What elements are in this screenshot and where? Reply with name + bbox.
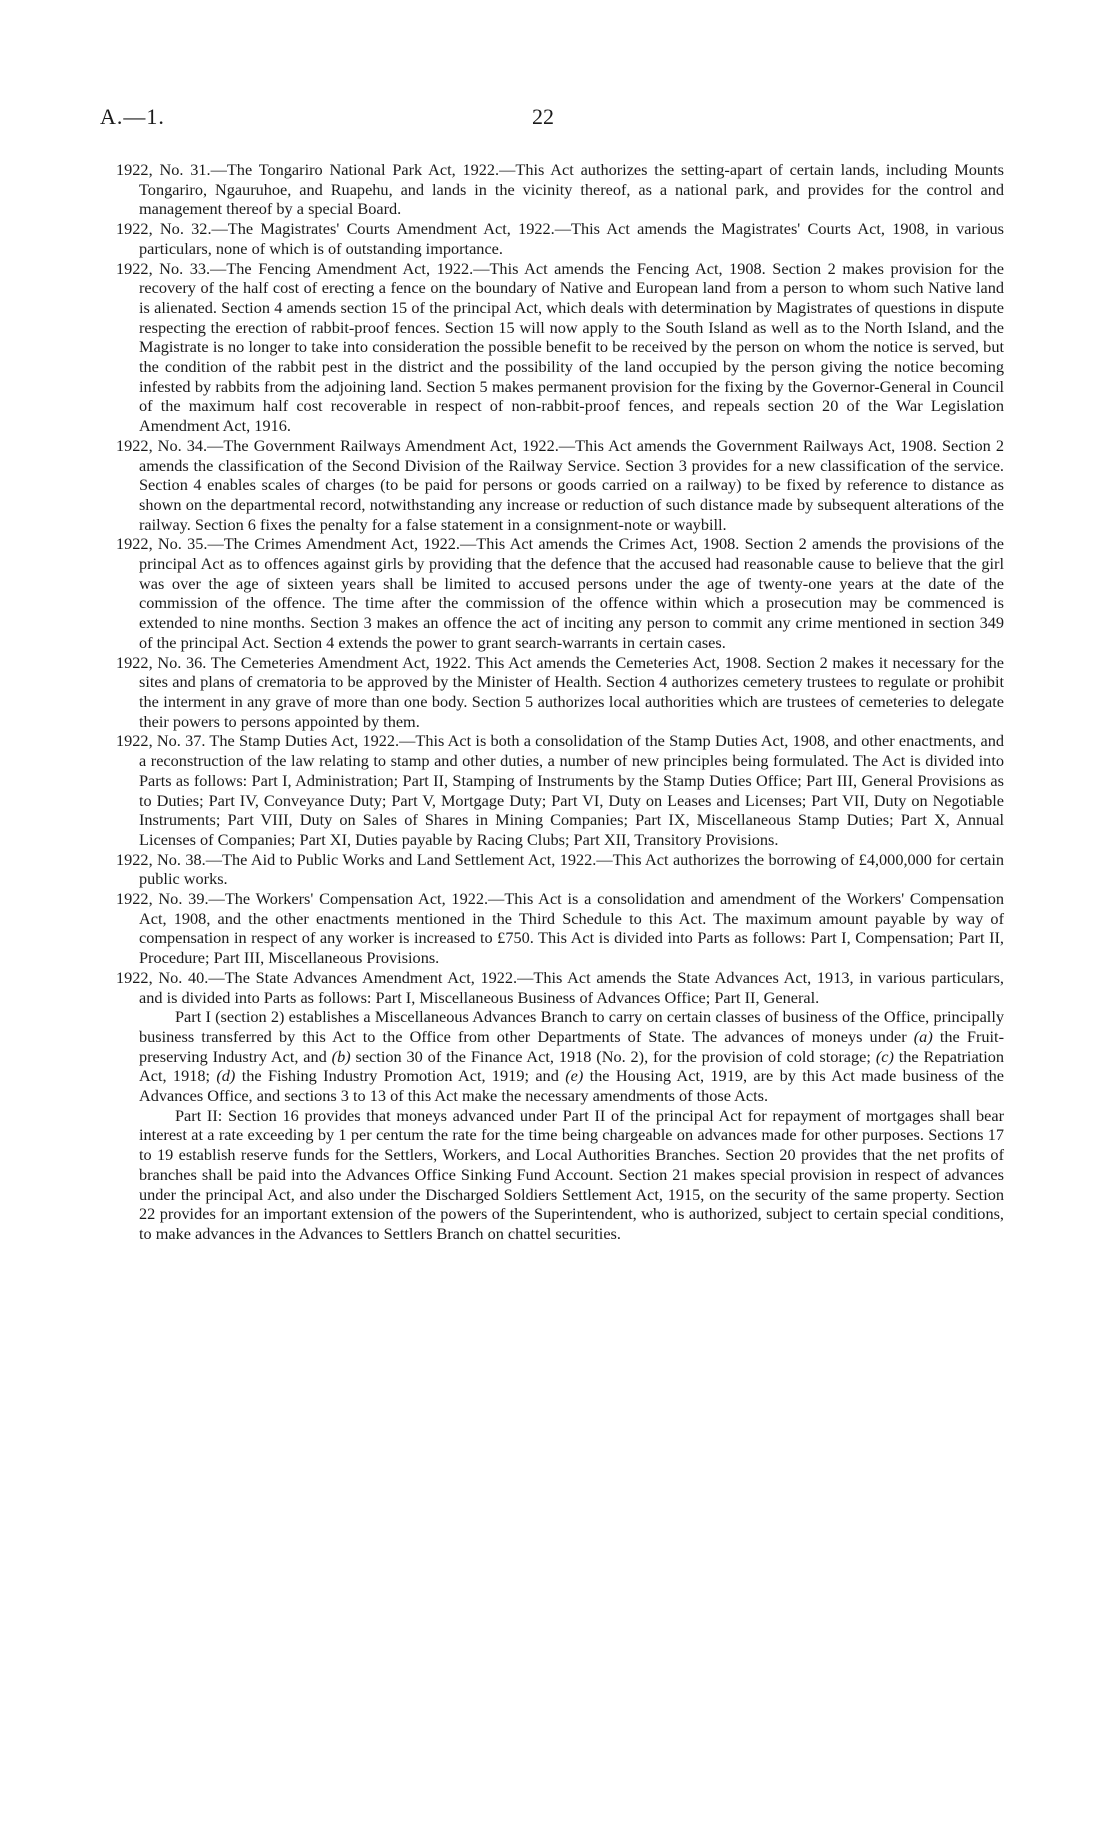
item-marker-b: (b) (331, 1046, 351, 1066)
act-entry-no-37: 1922, No. 37. The Stamp Duties Act, 1922.—This Act is both a consolidation of the Stamp Duties Act, 1908, and other enactments, and a reconstruction of the law relating to stamp and other duties, a number of new principles being formulated. The Act is divided into Parts as follows: Part I, Administration; Part II, Stamping of Instruments by the Stamp Duties Office; Part III, General Provisions as to Duties; Part IV, Conveyance Duty; Part V, Mortgage Duty; Part VI, Duty on Leases and Licenses; Part VII, Duty on Negotiable Instruments; Part VIII, Duty on Sales of Shares in Mining Companies; Part IX, Miscellaneous Stamp Duties; Part X, Annual Licenses of Companies; Part XI, Duties payable by Racing Clubs; Part XII, Transitory Provisions. (116, 731, 1004, 849)
part-one-text-d: the Repatriation Act, 1918; (139, 1046, 1005, 1086)
document-body (116, 160, 1004, 1244)
page-header (100, 104, 1014, 134)
part-one-paragraph (116, 1007, 1004, 1106)
part-two-paragraph: Part II: Section 16 provides that moneys advanced under Part II of the principal Act for repayment of mortgages shall bear interest at a rate exceeding by 1 per centum the rate for the time being chargeable on advances made for other purposes. Sections 17 to 19 establish reserve funds for the Settlers, Workers, and Local Authorities Branches. Section 20 provides that the net profits of branches shall be paid into the Advances Office Sinking Fund Account. Section 21 makes special provision in respect of advances under the principal Act, and also under the Discharged Soldiers Settlement Act, 1915, on the security of the same property. Section 22 provides for an important extension of the powers of the Superintendent, who is authorized, subject to certain special conditions, to make advances in the Advances to Settlers Branch on chattel securities. (139, 1105, 1004, 1243)
act-entry-no-39: 1922, No. 39.—The Workers' Compensation Act, 1922.—This Act is a consolidation and amendment of the Workers' Compensation Act, 1908, and the other enactments mentioned in the Third Schedule to this Act. The maximum amount payable by way of compensation in respect of any worker is increased to £750. This Act is divided into Parts as follows: Part I, Compensation; Part II, Procedure; Part III, Miscellaneous Provisions. (116, 889, 1004, 968)
part-one-text-a: Part I (section 2) establishes a Miscellaneous Advances Branch to carry on certain classes of business of the Office, principally business transferred by this Act to the Office from other Departments of State. The advances of moneys under (139, 1007, 1004, 1046)
page-number: 22 (532, 104, 554, 129)
act-entry-no-38: 1922, No. 38.—The Aid to Public Works and Land Settlement Act, 1922.—This Act authorizes the borrowing of £4,000,000 for certain public works. (116, 849, 1004, 889)
act-entry-no-34: 1922, No. 34.—The Government Railways Amendment Act, 1922.—This Act amends the Government Railways Act, 1908. Section 2 amends the classification of the Second Division of the Railway Service. Section 3 provides for a new classification of the service. Section 4 enables scales of charges (to be paid for persons or goods carried on a railway) to be fixed by reference to distance as shown on the departmental record, notwithstanding any increase or reduction of such distance made by subsequent alterations of the railway. Section 6 fixes the penalty for a false statement in a consignment-note or waybill. (116, 435, 1004, 534)
act-entry-no-36: 1922, No. 36. The Cemeteries Amendment Act, 1922. This Act amends the Cemeteries Act, 1908. Section 2 makes it necessary for the sites and plans of crematoria to be approved by the Minister of Health. Section 4 authorizes cemetery trustees to regulate or prohibit the interment in any grave of more than one body. Section 5 authorizes local authorities which are trustees of cemeteries to delegate their powers to persons appointed by them. (116, 652, 1004, 731)
part-one-text-b: the Fruit-preserving Industry Act, and (139, 1026, 1004, 1066)
act-entry-no-31: 1922, No. 31.—The Tongariro National Park Act, 1922.—This Act authorizes the setting-apart of certain lands, including Mounts Tongariro, Ngauruhoe, and Ruapehu, and lands in the vicinity thereof, as a national park, and provides for the control and management thereof by a special Board. (116, 160, 1004, 219)
act-entry-no-33: 1922, No. 33.—The Fencing Amendment Act, 1922.—This Act amends the Fencing Act, 1908. Section 2 makes provision for the recovery of the half cost of erecting a fence on the boundary of Native and European land from a person to whom such Native land is alienated. Section 4 amends section 15 of the principal Act, which deals with determination by Magistrates of questions in dispute respecting the erection of rabbit-proof fences. Section 15 will now apply to the South Island as well as to the North Island, and the Magistrate is no longer to take into consideration the possible benefit to be received by the person on whom the notice is served, but the condition of the rabbit pest in the district and the possibility of the land occupied by the person giving the notice becoming infested by rabbits from the adjoining land. Section 5 makes permanent provision for the fixing by the Governor-General in Council of the maximum half cost recoverable in respect of non-rabbit-proof fences, and repeals section 20 of the War Legislation Amendment Act, 1916. (116, 258, 1004, 436)
item-marker-d: (d) (216, 1066, 236, 1086)
part-one-text-c: section 30 of the Finance Act, 1918 (No. 2), for the provision of cold storage; (350, 1046, 876, 1066)
act-entry-no-35: 1922, No. 35.—The Crimes Amendment Act, 1922.—This Act amends the Crimes Act, 1908. Section 2 amends the provisions of the principal Act as to offences against girls by providing that the defence that the accused had reasonable cause to believe that the girl was over the age of sixteen years shall be limited to accused persons under the age of twenty-one years at the date of the commission of the offence. The time after the commission of the offence within which a prosecution may be commenced is extended to nine months. Section 3 makes an offence the act of inciting any person to commit any crime mentioned in section 349 of the principal Act. Section 4 extends the power to grant search-warrants in certain cases. (116, 534, 1004, 652)
item-marker-e: (e) (565, 1066, 584, 1086)
document-reference: A.—1. (100, 104, 165, 129)
part-one-text-f: the Housing Act, 1919, are by this Act made business of the Advances Office, and sections 3 to 13 of this Act make the necessary amendments of those Acts. (139, 1066, 1005, 1106)
act-entry-no-40: 1922, No. 40.—The State Advances Amendment Act, 1922.—This Act amends the State Advances Act, 1913, in various particulars, and is divided into Parts as follows: Part I, Miscellaneous Business of Advances Office; Part II, General. (116, 967, 1004, 1007)
act-entry-no-32: 1922, No. 32.—The Magistrates' Courts Amendment Act, 1922.—This Act amends the Magistrates' Courts Act, 1908, in various particulars, none of which is of outstanding importance. (116, 219, 1004, 258)
item-marker-c: (c) (875, 1046, 894, 1066)
item-marker-a: (a) (913, 1026, 933, 1046)
part-one-text-e: the Fishing Industry Promotion Act, 1919; and (235, 1066, 566, 1086)
